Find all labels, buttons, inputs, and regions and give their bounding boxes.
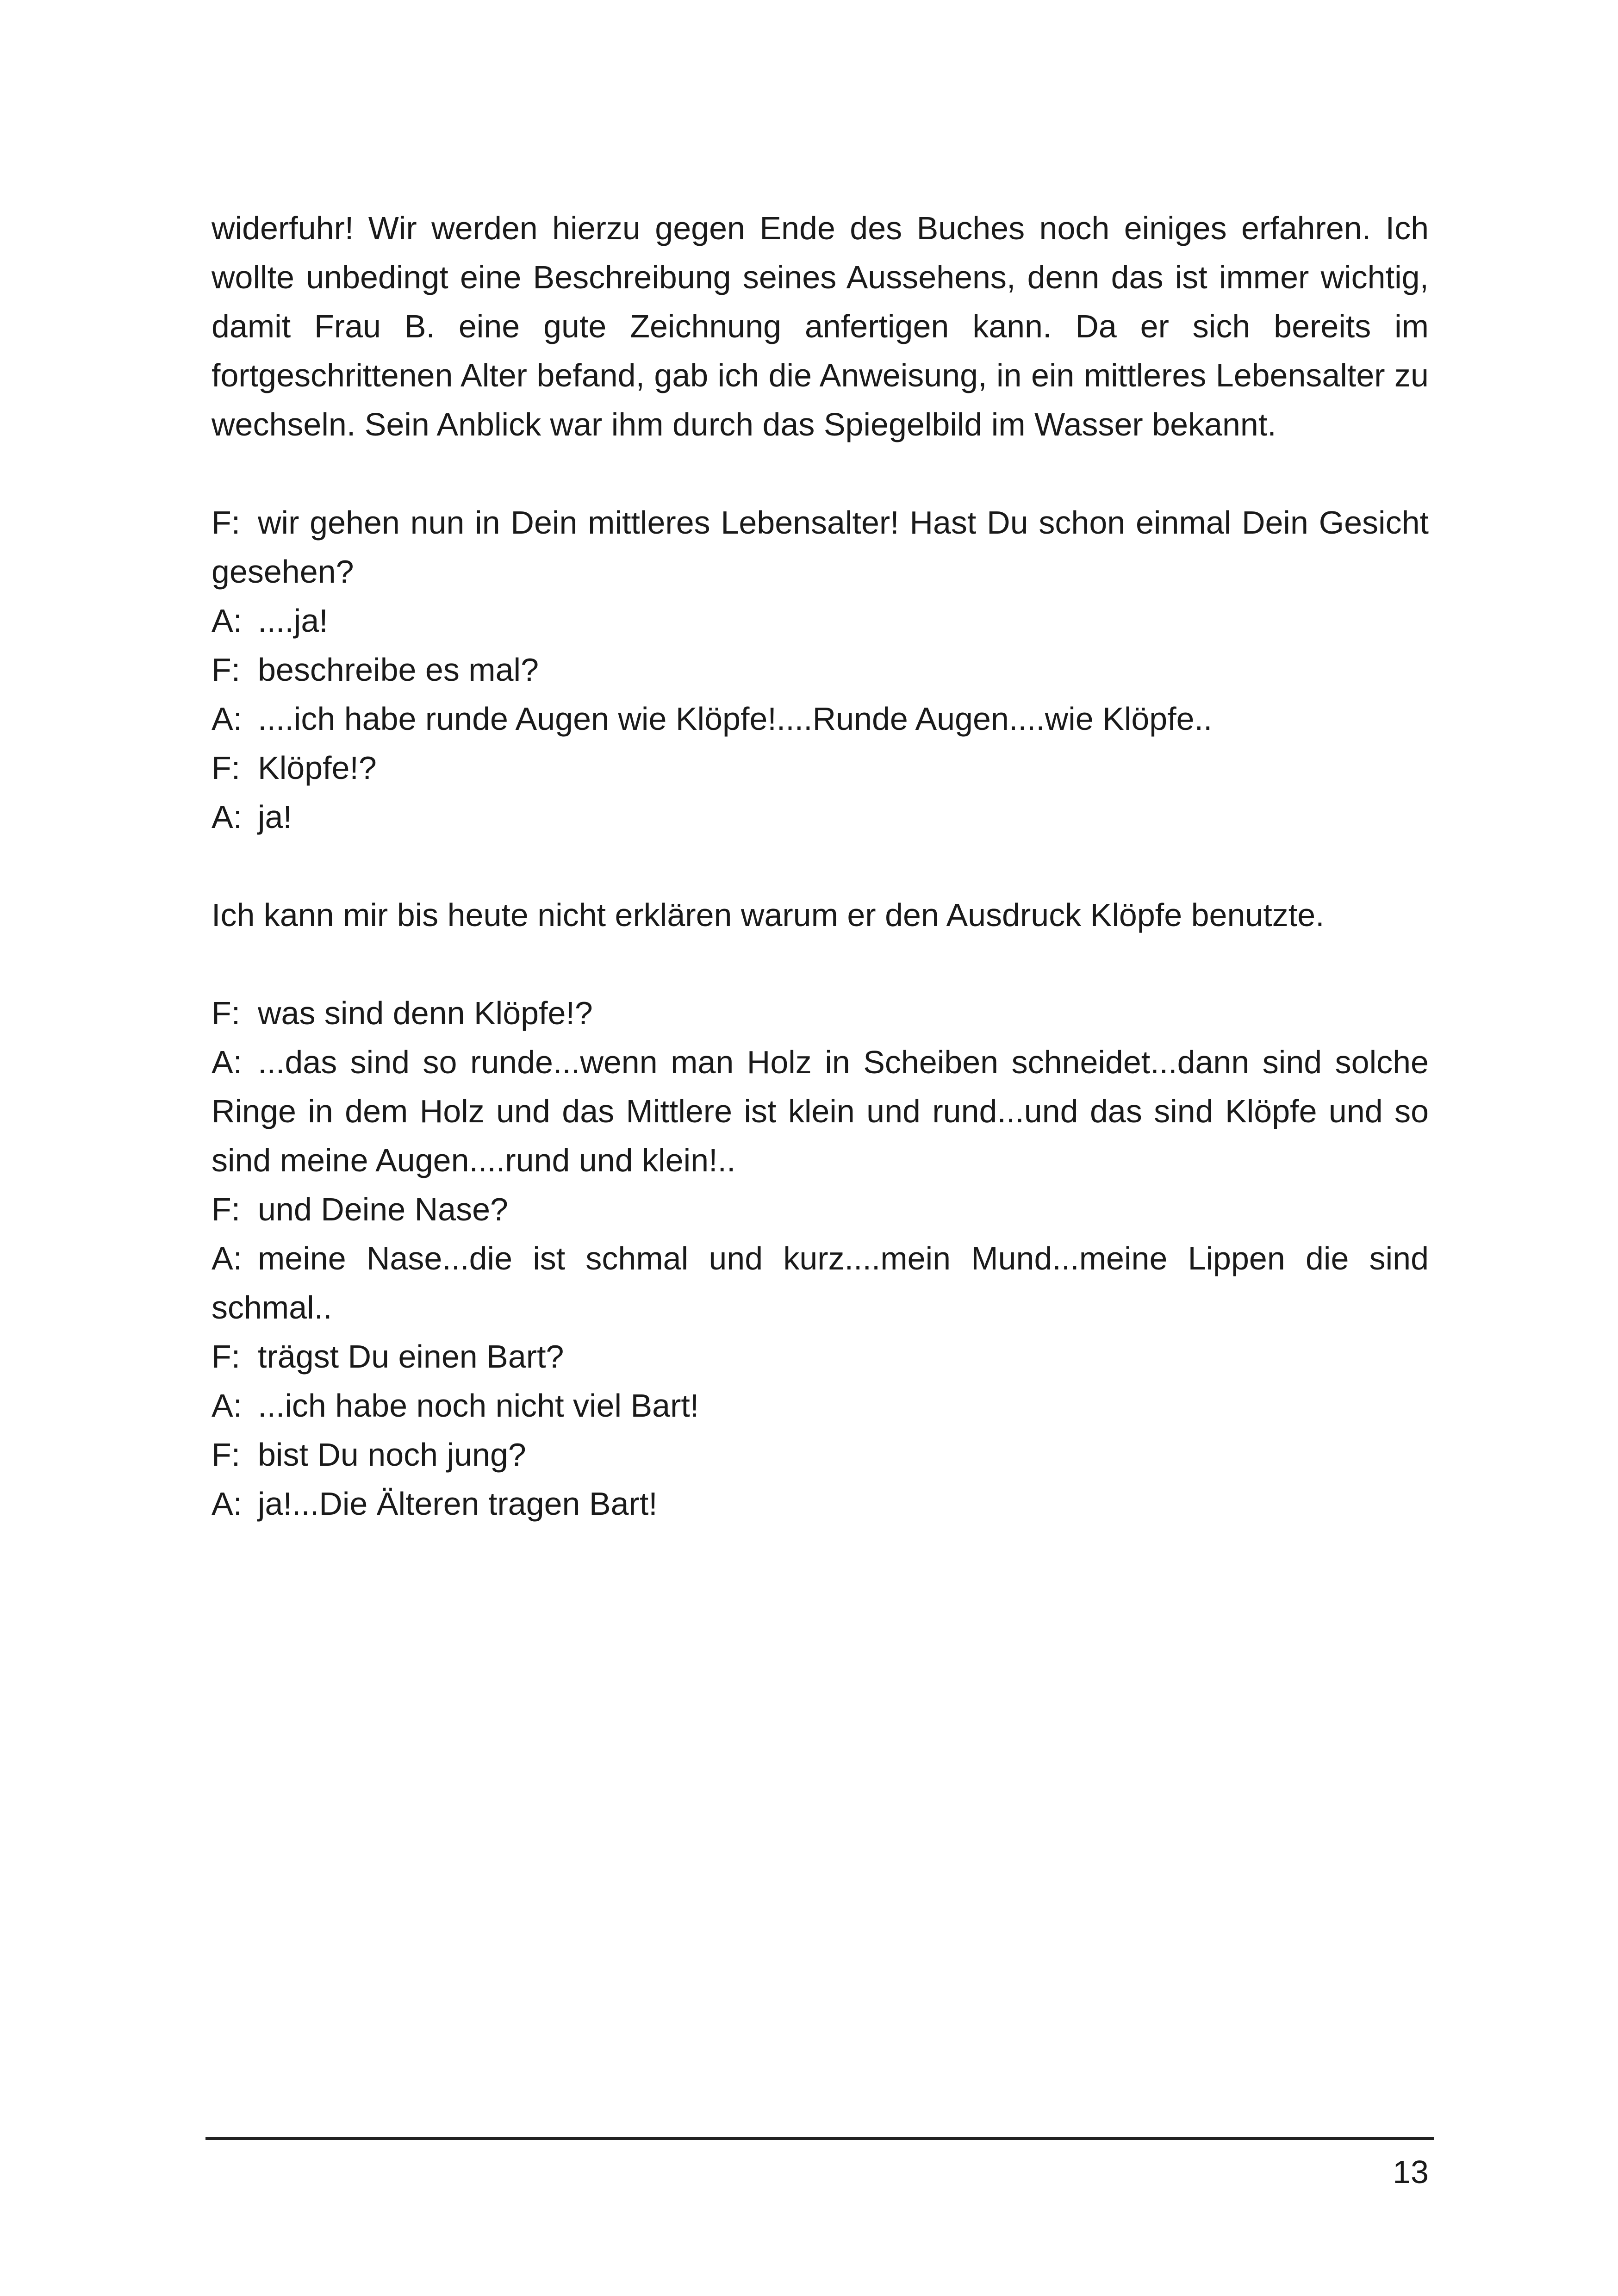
footer-divider (205, 2137, 1434, 2140)
dialogue-line (212, 792, 1429, 841)
speaker-label: F: (212, 1437, 241, 1473)
dialogue-line (212, 743, 1429, 792)
paragraph-spacer (212, 940, 1429, 989)
intro-paragraph: widerfuhr! Wir werden hierzu gegen Ende des Buches noch einiges erfahren. Ich wollte unbedingt eine Beschreibung seines Aussehens, denn das ist immer wichtig, damit Frau B. eine gute Zeichnung anfertigen kann. Da er sich bereits im fortgeschrittenen Alter befand, gab ich die Anweisung, in ein mittleres Lebensalter zu wechseln. Sein Anblick war ihm durch das Spiegelbild im Wasser bekannt. (212, 210, 1429, 442)
dialogue-block-1 (212, 498, 1429, 841)
dialogue-line (212, 1479, 1429, 1528)
dialogue-text: ...das sind so runde...wenn man Holz in Scheiben schneidet...dann sind solche Ringe in dem Holz und das Mittlere ist klein und rund...und das sind Klöpfe und so sind meine Augen....rund und klein!.. (212, 1044, 1429, 1178)
comment-paragraph: Ich kann mir bis heute nicht erklären warum er den Ausdruck Klöpfe benutzte. (212, 897, 1325, 933)
speaker-label: F: (212, 504, 241, 541)
dialogue-text: ....ja! (258, 603, 328, 639)
dialogue-line (212, 694, 1429, 743)
dialogue-line (212, 498, 1429, 596)
dialogue-line (212, 1234, 1429, 1332)
speaker-label: A: (212, 701, 243, 737)
dialogue-text: beschreibe es mal? (258, 652, 539, 688)
dialogue-text: und Deine Nase? (258, 1191, 508, 1227)
dialogue-text: was sind denn Klöpfe!? (258, 995, 593, 1031)
dialogue-line (212, 1430, 1429, 1479)
dialogue-text: trägst Du einen Bart? (258, 1338, 564, 1375)
page-content (212, 204, 1429, 1528)
dialogue-line (212, 1381, 1429, 1430)
dialogue-text: ja!...Die Älteren tragen Bart! (258, 1486, 658, 1522)
speaker-label: A: (212, 1486, 243, 1522)
speaker-label: F: (212, 750, 241, 786)
dialogue-text: ...ich habe noch nicht viel Bart! (258, 1388, 699, 1424)
dialogue-text: wir gehen nun in Dein mittleres Lebensalter! Hast Du schon einmal Dein Gesicht gesehen? (212, 504, 1429, 590)
dialogue-text: meine Nase...die ist schmal und kurz....mein Mund...meine Lippen die sind schmal.. (212, 1240, 1429, 1325)
speaker-label: A: (212, 1240, 243, 1276)
speaker-label: F: (212, 995, 241, 1031)
speaker-label: A: (212, 799, 243, 835)
dialogue-line (212, 989, 1429, 1038)
dialogue-text: ....ich habe runde Augen wie Klöpfe!....Runde Augen....wie Klöpfe.. (258, 701, 1213, 737)
speaker-label: F: (212, 652, 241, 688)
speaker-label: A: (212, 1044, 243, 1080)
dialogue-line (212, 1332, 1429, 1381)
dialogue-text: bist Du noch jung? (258, 1437, 526, 1473)
speaker-label: A: (212, 603, 243, 639)
speaker-label: F: (212, 1191, 241, 1227)
dialogue-text: ja! (258, 799, 292, 835)
dialogue-line (212, 1185, 1429, 1234)
speaker-label: F: (212, 1338, 241, 1375)
paragraph-spacer (212, 449, 1429, 498)
dialogue-line (212, 645, 1429, 694)
dialogue-text: Klöpfe!? (258, 750, 377, 786)
paragraph-spacer (212, 841, 1429, 890)
dialogue-block-2 (212, 989, 1429, 1528)
speaker-label: A: (212, 1388, 243, 1424)
dialogue-line (212, 1038, 1429, 1185)
dialogue-line (212, 596, 1429, 645)
page-number: 13 (1393, 2154, 1429, 2190)
